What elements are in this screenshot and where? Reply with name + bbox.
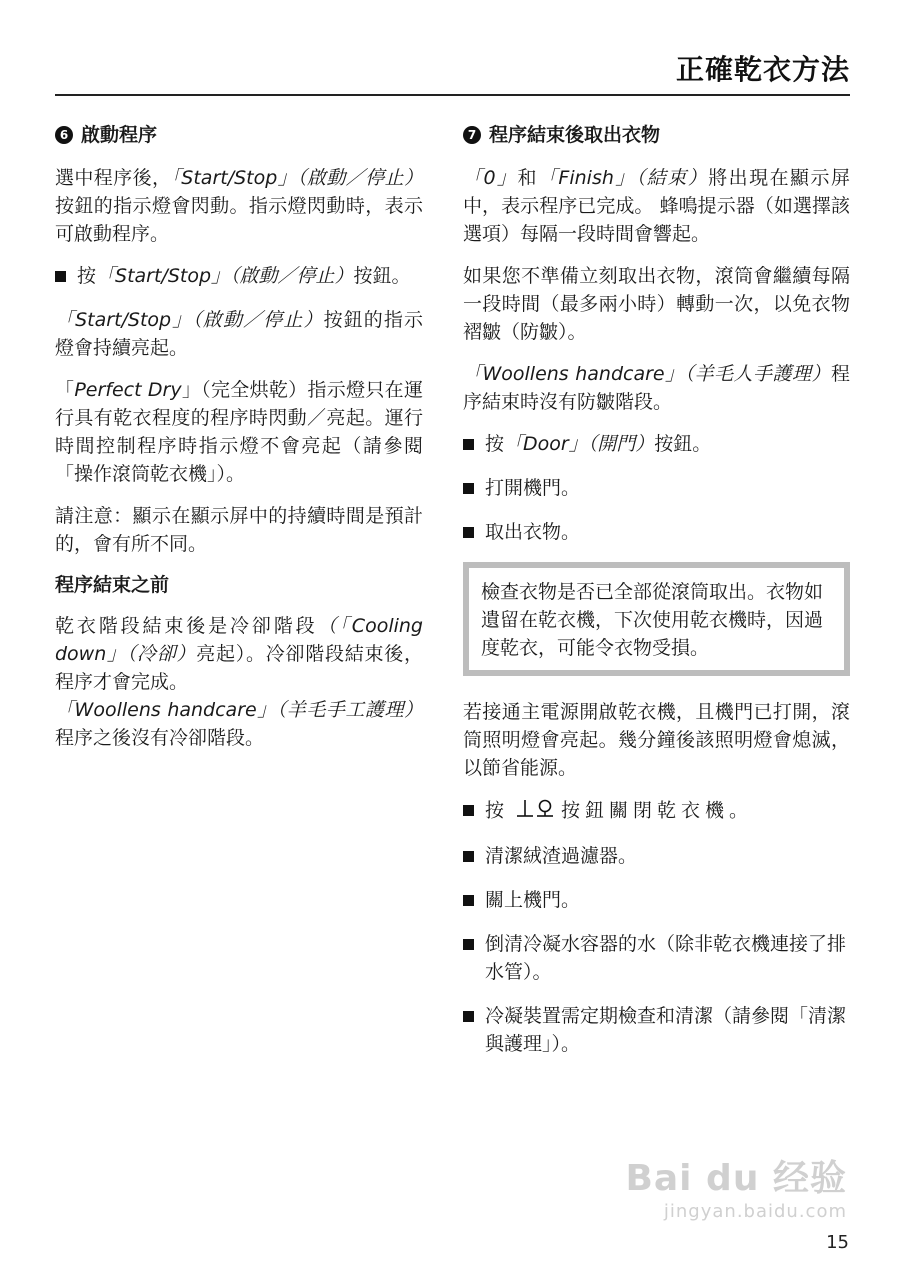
list-item: 打開機門。 [463, 474, 850, 502]
page-number: 15 [826, 1232, 849, 1253]
paragraph: 選中程序後，「Start/Stop」（啟動／停止）按鈕的指示燈會閃動。指示燈閃動時，表示可啟動程序。 [55, 167, 423, 245]
paragraph: 「Perfect Dry」（完全烘乾）指示燈只在運行具有乾衣程度的程序時閃動／亮起。運行時間控制程序時指示燈不會亮起（請參閱「操作滾筒乾衣機」）。 [55, 379, 423, 485]
paragraph: 若接通主電源開啟乾衣機，且機門已打開，滾筒照明燈會亮起。幾分鐘後該照明燈會熄滅，以節省能源。 [463, 701, 850, 779]
section-heading-finish [463, 122, 850, 148]
list-item: 按「Door」（開門）按鈕。 [463, 430, 850, 458]
paragraph: 「Woollens handcare」（羊毛手工護理）程序之後沒有冷卻階段。 [55, 699, 423, 749]
header-rule [55, 94, 850, 96]
bullet-square-icon [463, 805, 474, 816]
bullet-square-icon [463, 851, 474, 862]
watermark-url: jingyan.baidu.com [663, 1201, 847, 1222]
list-item: 取出衣物。 [463, 518, 850, 546]
paragraph: 乾衣階段結束後是冷卻階段（「Cooling down」（冷卻）亮起）。冷卻階段結束後，程序才會完成。 [55, 615, 423, 693]
paragraph: 如果您不準備立刻取出衣物，滾筒會繼續每隔一段時間（最多兩小時）轉動一次，以免衣物褶皺（防皺）。 [463, 265, 850, 343]
bullet-square-icon [463, 527, 474, 538]
list-item: 清潔絨渣過濾器。 [463, 842, 850, 870]
bullet-square-icon [463, 939, 474, 950]
step-number-badge: 6 [55, 126, 73, 144]
left-column [55, 122, 423, 766]
list-item: 按「Start/Stop」（啟動／停止）按鈕。 [55, 262, 423, 290]
list-item: 倒清冷凝水容器的水（除非乾衣機連接了排水管）。 [463, 930, 850, 986]
paragraph: 「0」和「Finish」（結束）將出現在顯示屏中，表示程序已完成。 蜂鳴提示器（如選擇該選項）每隔一段時間會響起。 [463, 167, 850, 245]
section-heading-start [55, 122, 423, 148]
right-column [463, 122, 850, 1074]
paragraph: 「Woollens handcare」（羊毛人手護理）程序結束時沒有防皺階段。 [463, 363, 850, 413]
paragraph: 「Start/Stop」（啟動／停止）按鈕的指示燈會持續亮起。 [55, 309, 423, 359]
step-number-badge: 7 [463, 126, 481, 144]
bullet-square-icon [463, 439, 474, 450]
baidu-watermark [625, 1150, 847, 1222]
list-item: 冷凝裝置需定期檢查和清潔（請參閱「清潔與護理」）。 [463, 1002, 850, 1058]
page-title: 正確乾衣方法 [675, 53, 850, 86]
section-title: 啟動程序 [81, 124, 158, 146]
list-item: 按 按鈕關閉乾衣機。 [463, 796, 850, 826]
bullet-square-icon [463, 895, 474, 906]
bullet-square-icon [463, 1011, 474, 1022]
section-title: 程序結束後取出衣物 [489, 124, 661, 146]
paragraph: 請注意：顯示在顯示屏中的持續時間是預計的，會有所不同。 [55, 505, 423, 555]
warning-box: 檢查衣物是否已全部從滾筒取出。衣物如遺留在乾衣機，下次使用乾衣機時，因過度乾衣，可能令衣物受損。 [463, 562, 850, 676]
bullet-square-icon [55, 271, 66, 282]
list-item: 關上機門。 [463, 886, 850, 914]
on-off-icon [515, 796, 555, 826]
subsection-title: 程序結束之前 [55, 574, 170, 596]
bullet-square-icon [463, 483, 474, 494]
watermark-logo: Bai du 经验 [625, 1158, 847, 1199]
